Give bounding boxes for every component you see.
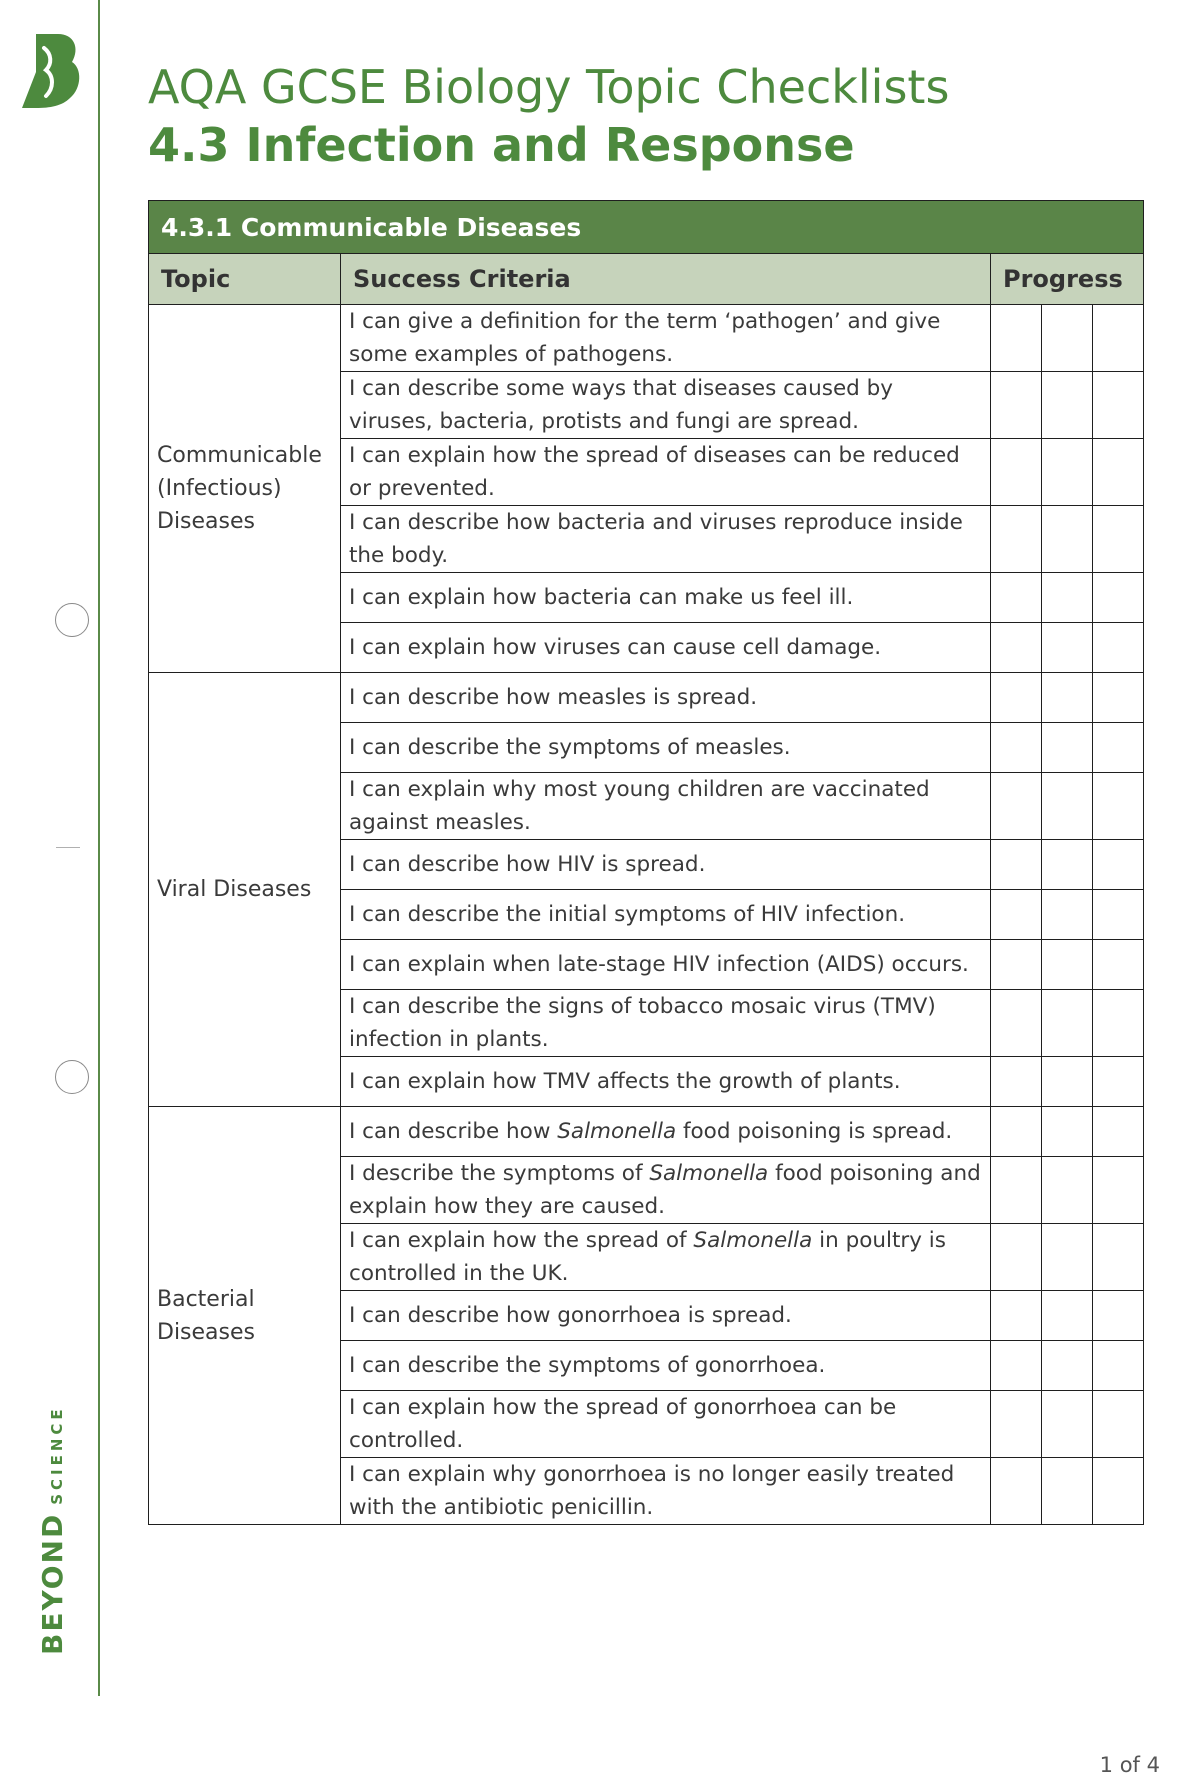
document-subtitle: 4.3 Infection and Response [148,118,855,172]
success-criterion [341,940,991,990]
criterion-text: I can explain how bacteria can make us feel ill. [349,585,854,610]
criterion-text: I can explain how the spread of [349,1228,694,1253]
progress-box[interactable] [991,573,1042,623]
progress-box[interactable] [1093,773,1144,840]
progress-box[interactable] [1093,1107,1144,1157]
progress-box[interactable] [1093,506,1144,573]
progress-box[interactable] [1042,1291,1093,1341]
progress-box[interactable] [1042,439,1093,506]
progress-box[interactable] [1093,1157,1144,1224]
progress-box[interactable] [1042,1057,1093,1107]
criterion-text: I can explain why gonorrhoea is no longer easily treated with the antibiotic penicillin. [349,1462,955,1520]
page-number: 1 of 4 [1099,1753,1160,1777]
criterion-text: I can describe the symptoms of gonorrhoea. [349,1353,826,1378]
success-criterion [341,1458,991,1525]
progress-box[interactable] [991,1057,1042,1107]
success-criterion [341,439,991,506]
progress-box[interactable] [1042,773,1093,840]
table-row [149,305,1144,372]
column-header-criteria: Success Criteria [341,254,991,305]
progress-box[interactable] [991,1391,1042,1458]
progress-box[interactable] [1093,673,1144,723]
criterion-text: I can describe the initial symptoms of HIV infection. [349,902,906,927]
progress-box[interactable] [991,372,1042,439]
progress-box[interactable] [1093,573,1144,623]
progress-box[interactable] [991,673,1042,723]
success-criterion [341,573,991,623]
criterion-text: I can explain how TMV affects the growth of plants. [349,1069,901,1094]
success-criterion [341,990,991,1057]
progress-box[interactable] [1042,372,1093,439]
column-header-topic: Topic [149,254,341,305]
success-criterion [341,1157,991,1224]
criterion-italic-text: Salmonella [693,1228,813,1253]
success-criterion [341,305,991,372]
success-criterion [341,1107,991,1157]
progress-box[interactable] [1093,940,1144,990]
success-criterion [341,723,991,773]
progress-box[interactable] [1042,1391,1093,1458]
progress-box[interactable] [991,773,1042,840]
progress-box[interactable] [991,890,1042,940]
progress-box[interactable] [1042,840,1093,890]
success-criterion [341,1057,991,1107]
progress-box[interactable] [1042,940,1093,990]
progress-box[interactable] [991,1341,1042,1391]
success-criterion [341,1224,991,1291]
punch-hole [55,1060,89,1094]
criterion-italic-text: Salmonella [649,1161,769,1186]
criterion-text: food poisoning is spread. [676,1119,953,1144]
criterion-text: I can describe the symptoms of measles. [349,735,791,760]
progress-box[interactable] [1042,305,1093,372]
criterion-text: I can describe how [349,1119,558,1144]
progress-box[interactable] [1093,1341,1144,1391]
progress-box[interactable] [1042,723,1093,773]
progress-box[interactable] [991,1458,1042,1525]
progress-box[interactable] [1093,1458,1144,1525]
success-criterion [341,1341,991,1391]
document-title: AQA GCSE Biology Topic Checklists [148,60,950,114]
progress-box[interactable] [1042,990,1093,1057]
progress-box[interactable] [991,940,1042,990]
progress-box[interactable] [1042,506,1093,573]
progress-box[interactable] [1093,623,1144,673]
fold-mark [56,847,80,848]
success-criterion [341,673,991,723]
progress-box[interactable] [1093,840,1144,890]
success-criterion [341,773,991,840]
table-row [149,673,1144,723]
criterion-text: I can explain how viruses can cause cell damage. [349,635,882,660]
progress-box[interactable] [1093,305,1144,372]
criterion-text: I can describe how gonorrhoea is spread. [349,1303,792,1328]
progress-box[interactable] [991,990,1042,1057]
criterion-text: I can explain when late-stage HIV infection (AIDS) occurs. [349,952,969,977]
criterion-text: food poisoning and explain how they are caused. [349,1161,981,1219]
progress-box[interactable] [1093,372,1144,439]
progress-box[interactable] [1093,723,1144,773]
progress-box[interactable] [1093,1057,1144,1107]
criterion-text: I can describe how measles is spread. [349,685,758,710]
success-criterion [341,623,991,673]
brand-wordmark [36,1405,69,1655]
criterion-text: I can describe some ways that diseases caused by viruses, bacteria, protists and fungi are spread. [349,376,894,434]
progress-box[interactable] [1093,890,1144,940]
progress-box[interactable] [1042,1224,1093,1291]
criterion-text: I describe the symptoms of [349,1161,650,1186]
progress-box[interactable] [991,623,1042,673]
progress-box[interactable] [991,1224,1042,1291]
success-criterion [341,1291,991,1341]
topic-cell: Viral Diseases [149,673,341,1107]
brand-word-science: SCIENCE [48,1405,66,1505]
criterion-text: I can describe how HIV is spread. [349,852,706,877]
progress-box[interactable] [1042,1107,1093,1157]
criterion-text: in poultry is controlled in the UK. [349,1228,946,1286]
progress-box[interactable] [991,1107,1042,1157]
success-criterion [341,1391,991,1458]
progress-box[interactable] [1042,890,1093,940]
progress-box[interactable] [1042,1157,1093,1224]
criterion-text: I can describe how bacteria and viruses reproduce inside the body. [349,510,963,568]
table-row [149,1107,1144,1157]
progress-box[interactable] [1093,1291,1144,1341]
progress-box[interactable] [1042,1458,1093,1525]
success-criterion [341,372,991,439]
progress-box[interactable] [1042,673,1093,723]
criterion-text: I can explain how the spread of diseases can be reduced or prevented. [349,443,960,501]
success-criterion [341,506,991,573]
criterion-italic-text: Salmonella [557,1119,677,1144]
progress-box[interactable] [991,840,1042,890]
section-title: 4.3.1 Communicable Diseases [149,201,1144,254]
progress-box[interactable] [1042,573,1093,623]
criterion-text: I can explain how the spread of gonorrhoea can be controlled. [349,1395,897,1453]
brand-word-beyond: BEYOND [36,1512,69,1655]
progress-box[interactable] [991,723,1042,773]
topic-cell: Communicable (Infectious) Diseases [149,305,341,673]
progress-box[interactable] [991,506,1042,573]
progress-box[interactable] [1093,990,1144,1057]
success-criterion [341,840,991,890]
progress-box[interactable] [991,305,1042,372]
margin-line [98,0,100,1696]
topic-cell: Bacterial Diseases [149,1107,341,1525]
progress-box[interactable] [1093,1391,1144,1458]
progress-box[interactable] [1093,439,1144,506]
progress-box[interactable] [1042,1341,1093,1391]
progress-box[interactable] [1042,623,1093,673]
criterion-text: I can explain why most young children are vaccinated against measles. [349,777,930,835]
column-header-progress: Progress [991,254,1144,305]
beyond-b-logo-icon [22,34,82,110]
progress-box[interactable] [991,1291,1042,1341]
progress-box[interactable] [1093,1224,1144,1291]
success-criterion [341,890,991,940]
criterion-text: I can give a definition for the term ‘pathogen’ and give some examples of pathogens. [349,309,941,367]
progress-box[interactable] [991,1157,1042,1224]
criterion-text: I can describe the signs of tobacco mosaic virus (TMV) infection in plants. [349,994,936,1052]
topic-checklist-table [148,200,1144,1525]
progress-box[interactable] [991,439,1042,506]
punch-hole [55,603,89,637]
